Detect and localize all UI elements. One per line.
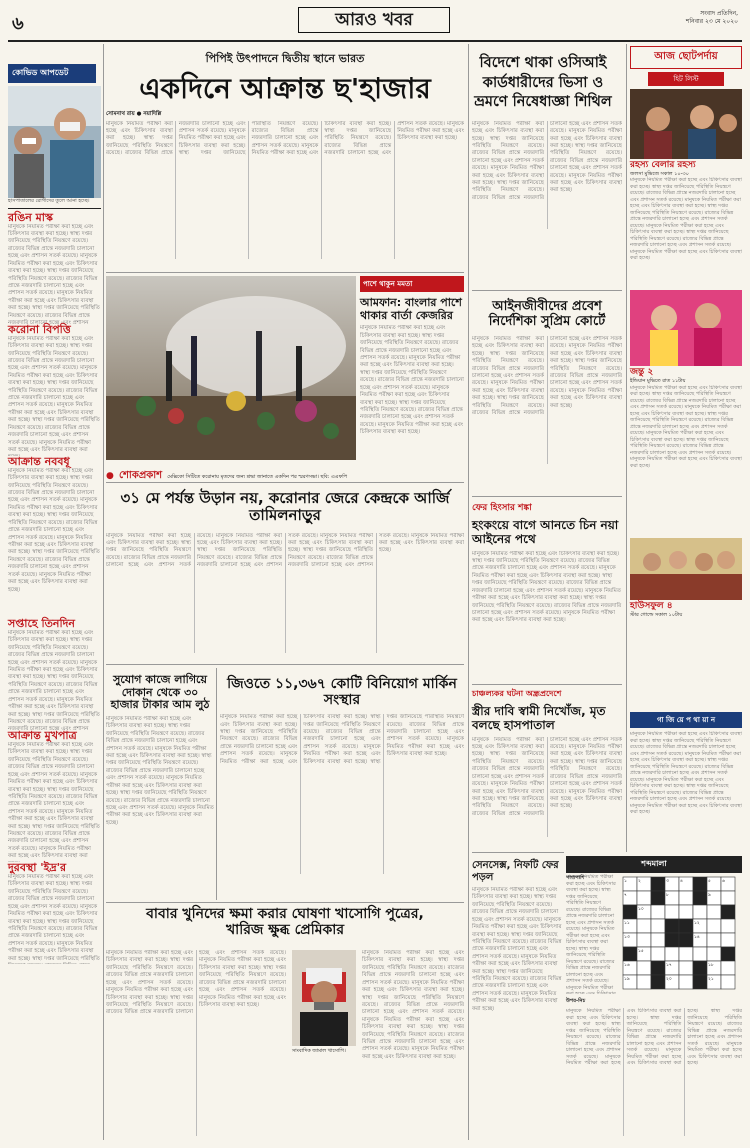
caption-head: শোকপ্রকাশ	[118, 470, 163, 481]
brief-body	[8, 874, 101, 964]
crossword-cell[interactable]	[665, 905, 679, 919]
channel-list	[630, 177, 742, 287]
section-title: আরও খবর	[335, 10, 413, 30]
hospital-photo	[8, 86, 101, 198]
flights-body	[106, 533, 464, 653]
covid-tag-label: কোভিড আপডেট	[12, 68, 69, 77]
show-time: জলসা মুভিজে সকাল ১০-৩০	[630, 170, 689, 177]
wife-body	[472, 737, 622, 837]
crossword-block-cell	[693, 877, 707, 891]
sensex-story	[472, 856, 562, 1140]
khashoggi-body-left	[106, 950, 286, 1136]
crossword-down-clues	[566, 1008, 742, 1136]
crossword-cell[interactable]	[637, 975, 651, 989]
publication-name: সংবাদ প্রতিদিন,	[700, 10, 738, 17]
channel-list	[630, 385, 742, 535]
lawyers-headline: আইনজীবীদের প্রবেশ নির্দেশিকা সুপ্রিম কোর্টে	[488, 299, 606, 329]
crossword-cell[interactable]	[707, 947, 721, 961]
memorial-photo-graphic	[106, 276, 356, 460]
crossword-number: ১৮	[708, 963, 714, 968]
crossword-cell[interactable]	[651, 919, 665, 933]
crossword-number: ১০	[638, 907, 644, 912]
crossword-number: ৮	[666, 893, 669, 898]
show2-poster-graphic	[630, 290, 742, 366]
crossword-cell[interactable]	[679, 891, 693, 905]
crossword-cell[interactable]	[679, 947, 693, 961]
wife-tag: চাঞ্চল্যকর ঘটনা অন্ধ্রপ্রদেশে	[472, 689, 562, 698]
mamata-headline: আমফান: বাংলার পাশে থাকার বার্তা কেজরির	[360, 296, 462, 322]
lawyers-body	[472, 336, 622, 464]
wife-story	[472, 688, 622, 848]
crossword-block-cell	[693, 891, 707, 905]
crossword-cell[interactable]	[721, 961, 735, 975]
crossword-block-cell	[623, 905, 637, 919]
issue-date: শনিবার ২৩ মে ২০২০	[685, 18, 738, 26]
brief-head: রঙিন মাস্ক	[8, 210, 53, 224]
lawyers-story	[472, 294, 622, 490]
crossword-number: ৩	[666, 879, 669, 884]
jio-headline: জিওতে ১১,৩৬৭ কোটি বিনিয়োগ মার্কিন সংস্থার	[227, 676, 457, 709]
crossword-cell[interactable]	[721, 891, 735, 905]
hongkong-body	[472, 551, 622, 663]
flights-story	[106, 486, 464, 662]
khashoggi-headline: বাবার খুনিদের ক্ষমা করার ঘোষণা খাসোগি পুত্রের, খারিজ ক্ষুব্ধ প্রেমিকার	[146, 906, 424, 939]
left-column	[8, 64, 101, 1140]
crossword-number: ১৯	[624, 977, 630, 982]
crossword-block-cell	[651, 877, 665, 891]
brief-body	[8, 336, 101, 456]
crossword-number: ৯	[708, 893, 711, 898]
khashoggi-body-right	[362, 950, 464, 1136]
sensex-headline: সেনসেক্স, নিফটি ফের পড়ল	[472, 860, 559, 883]
oci-body	[472, 121, 622, 229]
crossword-cell[interactable]	[651, 947, 665, 961]
crossword-block-cell	[721, 905, 735, 919]
section-title-box	[298, 7, 450, 33]
brief-body	[8, 630, 101, 730]
brief-head: দুরবস্থা 'ইদ্র'র	[8, 860, 67, 874]
crossword-number: ১৫	[638, 949, 644, 954]
crossword-number: ১৬	[624, 963, 630, 968]
show-poster	[630, 290, 742, 366]
crossword-cell[interactable]	[721, 975, 735, 989]
show3-poster-graphic	[630, 538, 742, 600]
crossword-number: ১২	[694, 921, 700, 926]
hongkong-headline: হংকংয়ে বাগে আনতে চিন নয়া আইনের পথে	[472, 518, 619, 546]
crossword-cell[interactable]	[721, 919, 735, 933]
crossword-cell[interactable]	[679, 961, 693, 975]
lead-body	[106, 121, 464, 259]
mamata-box	[360, 276, 464, 476]
lead-story	[106, 44, 464, 270]
mango-headline: সুযোগ কাজে লাগিয়ে দোকান থেকে ৩০ হাজার টাকার আম লুঠ	[110, 673, 210, 712]
masthead	[8, 6, 742, 36]
crossword-number: ১১	[624, 921, 630, 926]
crossword-number: ৬	[722, 879, 725, 884]
show-title: জন্তু ২	[630, 367, 654, 378]
wife-headline: স্ত্রীর দাবি স্বামী নিখোঁজ, মৃত বলছে হাসপাতাল	[472, 704, 606, 732]
crossword-cell[interactable]	[637, 933, 651, 947]
brief-head: আক্রান্ত মুখপাত্র	[8, 728, 77, 742]
show-time: ইন্ডিয়ান মুভিতে রাত ১১টায়	[630, 378, 686, 385]
crossword-number: ১৪	[694, 935, 700, 940]
crossword-cell[interactable]	[707, 919, 721, 933]
crossword-block-cell	[679, 933, 693, 947]
crossword-number: ২০	[666, 977, 672, 982]
crossword-cell[interactable]	[707, 933, 721, 947]
lead-headline: একদিনে আক্রান্ত ছ'হাজার	[139, 72, 431, 105]
crossword-block-cell	[651, 975, 665, 989]
crossword	[566, 856, 742, 1140]
caption-text: মেক্সিকো সিটিতে করোনায় মৃতদের জন্য শ্রদ্ধা জানাতে একদিন পর স্মরণসভা। ছবি: এএফপি	[167, 474, 348, 480]
flights-headline: ৩১ মে পর্যন্ত উড়ান নয়, করোনার জেরে কেন্দ্রকে আর্জি তামিলনাড়ুর	[120, 489, 450, 525]
oci-headline: বিদেশে থাকা ওসিআই কার্ডধারীদের ভিসা ও ভ্রমণে নিষেধাজ্ঞা শিথিল	[474, 55, 612, 111]
crossword-title: শব্দমালা	[566, 856, 742, 873]
crossword-cell[interactable]	[721, 933, 735, 947]
show-time: স্টার গোল্ডে সকাল ১০টায়	[630, 611, 683, 618]
crossword-number: ১৩	[624, 935, 630, 940]
jio-body	[220, 714, 464, 874]
brief-head: সপ্তাহে তিনদিন	[8, 616, 75, 630]
brief-body	[8, 742, 101, 862]
dateline	[686, 10, 738, 27]
covid-update-tag	[8, 64, 96, 83]
khashoggi-photo-caption: সাংবাদিক জামাল খাসোগি।	[292, 1048, 346, 1054]
crossword-number: ২	[638, 879, 641, 884]
khashoggi-photo-graphic	[292, 950, 356, 1046]
gazette-tag: গা জি য়ে প থা য়া ন	[630, 712, 742, 728]
crossword-number: ৭	[624, 893, 627, 898]
gazette-box	[630, 712, 742, 850]
gazette-body	[630, 731, 742, 843]
page-number: ৬	[12, 13, 24, 34]
show-poster	[630, 89, 742, 159]
mango-story	[106, 668, 214, 900]
crossword-cell[interactable]	[637, 919, 651, 933]
crossword-cell[interactable]	[651, 905, 665, 919]
khashoggi-photo	[292, 950, 356, 1046]
crossword-cell[interactable]	[637, 961, 651, 975]
sensex-body	[472, 887, 562, 1127]
crossword-across: পাশাপাশি	[566, 875, 585, 881]
memorial-photo	[106, 276, 356, 460]
crossword-block-cell	[651, 891, 665, 905]
crossword-cell[interactable]	[693, 947, 707, 961]
khashoggi-story	[106, 906, 464, 1140]
mamata-body	[360, 325, 464, 443]
crossword-block-cell	[721, 947, 735, 961]
brief-head: আক্রান্ত নববধূ	[8, 454, 70, 468]
crossword-block-cell	[693, 961, 707, 975]
show-poster	[630, 538, 742, 600]
tv-listings	[630, 44, 742, 708]
crossword-cell[interactable]	[637, 891, 651, 905]
brief-head: করোনা বিপত্তি	[8, 322, 71, 336]
brief-body	[8, 468, 101, 618]
crossword-grid[interactable]	[620, 874, 738, 994]
crossword-cell[interactable]	[665, 947, 679, 961]
crossword-cell[interactable]	[679, 905, 693, 919]
lead-byline: সোমনাথ রায় ● নয়াদিল্লি	[106, 111, 162, 118]
crossword-number: ২১	[708, 977, 714, 982]
crossword-block-cell	[665, 933, 679, 947]
oci-story	[472, 44, 622, 284]
crossword-block-cell	[651, 961, 665, 975]
hit-list-tag: হিট লিস্ট	[648, 72, 724, 86]
crossword-block-cell	[693, 975, 707, 989]
photo-caption: হাসপাতালের রোগীদের তুলে আনা হচ্ছে।	[8, 198, 90, 204]
crossword-number: ১	[624, 879, 627, 884]
lead-kicker: পিপিই উৎপাদনে দ্বিতীয় স্থানে ভারত	[205, 52, 365, 65]
crossword-cell[interactable]	[693, 905, 707, 919]
hongkong-tag: ফের হিংসার শঙ্কা	[472, 503, 532, 513]
hospital-photo-graphic	[8, 86, 101, 198]
crossword-block-cell	[623, 947, 637, 961]
crossword-cell[interactable]	[707, 905, 721, 919]
hongkong-story	[472, 500, 622, 680]
crossword-number: ৫	[708, 879, 711, 884]
crossword-number: ৪	[680, 879, 683, 884]
jio-story	[220, 668, 464, 900]
crossword-block-cell	[679, 919, 693, 933]
crossword-cell[interactable]	[651, 933, 665, 947]
show1-poster-graphic	[630, 89, 742, 159]
brief-body	[8, 224, 101, 324]
crossword-down: উপর-নিচ	[566, 998, 586, 1004]
mango-body	[106, 716, 214, 880]
show-title: হাউসফুল ৪	[630, 600, 673, 611]
show-title: রহস্য বেলার রহস্য	[630, 160, 696, 170]
crossword-block-cell	[665, 919, 679, 933]
crossword-cell[interactable]	[679, 975, 693, 989]
caption-dot-icon: ●	[106, 471, 114, 481]
tv-tag: আজ ছোটপর্দায়	[630, 46, 742, 69]
crossword-number: ১৭	[666, 963, 672, 968]
mamata-tag: পাশে থাকুন মমতা	[360, 276, 464, 292]
crossword-across-clues	[566, 874, 616, 994]
